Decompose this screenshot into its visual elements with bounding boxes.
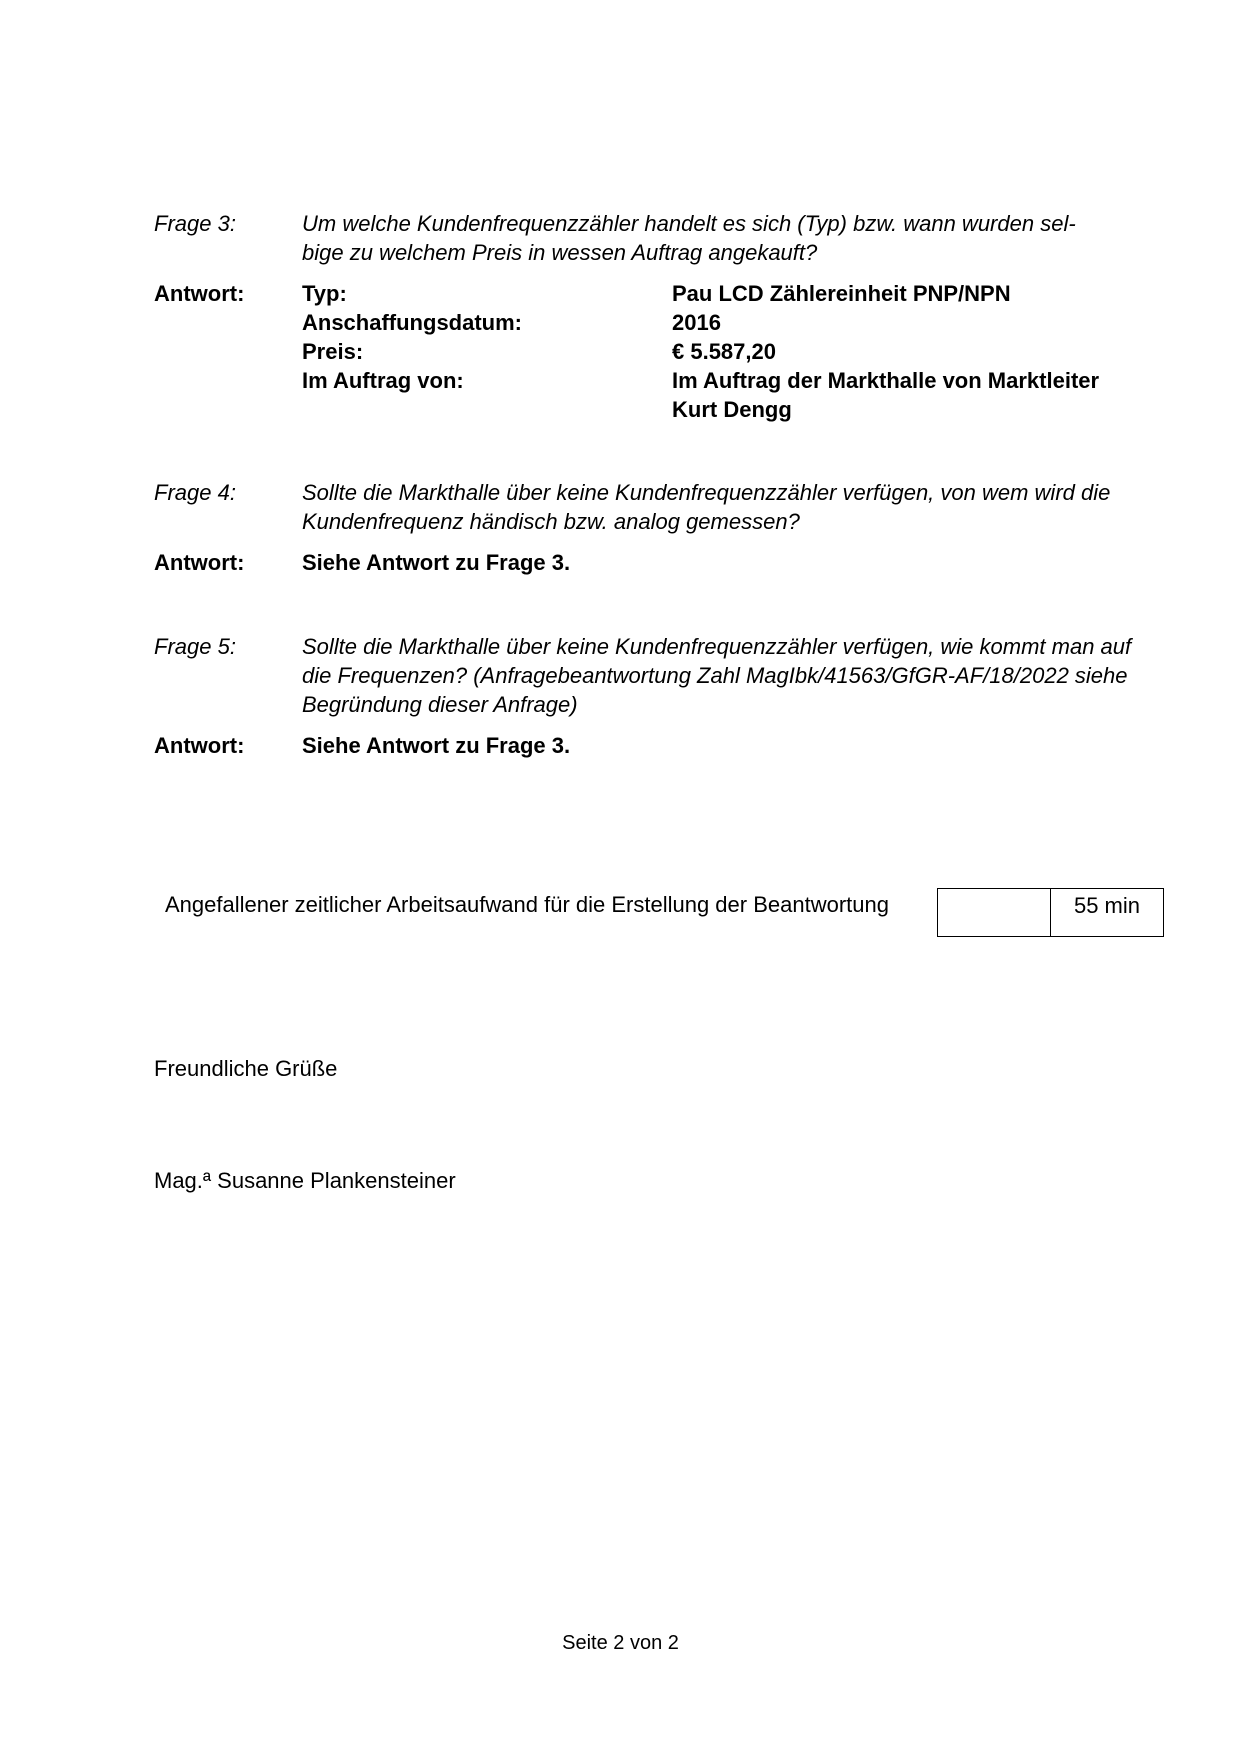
detail-key: Im Auftrag von: <box>302 368 464 393</box>
work-effort-table <box>937 888 1164 937</box>
question-3-text-line2: bige zu welchem Preis in wessen Auftrag angekauft? <box>302 240 818 265</box>
answer-4-text: Siehe Antwort zu Frage 3. <box>302 550 571 575</box>
question-3-block <box>154 209 1134 424</box>
question-5-text: Sollte die Markthalle über keine Kundenfrequenzzähler verfügen, wie kommt man auf die Frequenzen? (Anfragebeantwortung Zahl MagIbk/41563/GfGR-AF/18/2022 siehe Begründung dieser Anfrage) <box>302 634 1132 717</box>
question-5-row <box>154 632 1134 719</box>
question-3-label: Frage 3: <box>154 211 236 236</box>
detail-value: Im Auftrag der Markthalle von Marktleiter Kurt Dengg <box>672 368 1100 422</box>
question-5-label: Frage 5: <box>154 634 236 659</box>
answer-3-label: Antwort: <box>154 281 245 306</box>
question-4-block <box>154 478 1134 577</box>
answer-5-text: Siehe Antwort zu Frage 3. <box>302 733 571 758</box>
detail-value: Pau LCD Zählereinheit PNP/NPN <box>672 281 1011 306</box>
work-effort-label: Angefallener zeitlicher Arbeitsaufwand für die Erstellung der Beantwortung <box>165 892 889 917</box>
page-number: Seite 2 von 2 <box>562 1632 679 1654</box>
detail-key: Typ: <box>302 281 347 306</box>
question-4-label: Frage 4: <box>154 480 236 505</box>
work-effort-empty-cell <box>938 889 1050 936</box>
signature-name: Mag.ª Susanne Plankensteiner <box>154 1168 456 1193</box>
answer-5-row <box>154 731 1134 760</box>
answer-5-label: Antwort: <box>154 733 245 758</box>
work-effort-row <box>165 888 1164 937</box>
question-4-row <box>154 478 1134 536</box>
question-5-block <box>154 632 1134 760</box>
detail-key: Anschaffungsdatum: <box>302 310 522 335</box>
answer-3-details <box>302 279 1142 424</box>
answer-4-label: Antwort: <box>154 550 245 575</box>
question-3-text-line1: Um welche Kundenfrequenzzähler handelt es sich (Typ) bzw. wann wurden sel- <box>302 211 1076 236</box>
question-4-text: Sollte die Markthalle über keine Kundenfrequenzzähler verfügen, von wem wird die Kundenfrequenz händisch bzw. analog gemessen? <box>302 480 1111 534</box>
question-3-row <box>154 209 1134 267</box>
answer-4-row <box>154 548 1134 577</box>
closing-greeting: Freundliche Grüße <box>154 1056 338 1081</box>
question-3-text <box>302 209 1134 267</box>
answer-3-row <box>154 279 1134 424</box>
work-effort-value: 55 min <box>1050 889 1163 936</box>
detail-key: Preis: <box>302 339 364 364</box>
detail-value: € 5.587,20 <box>672 339 776 364</box>
detail-value: 2016 <box>672 310 721 335</box>
